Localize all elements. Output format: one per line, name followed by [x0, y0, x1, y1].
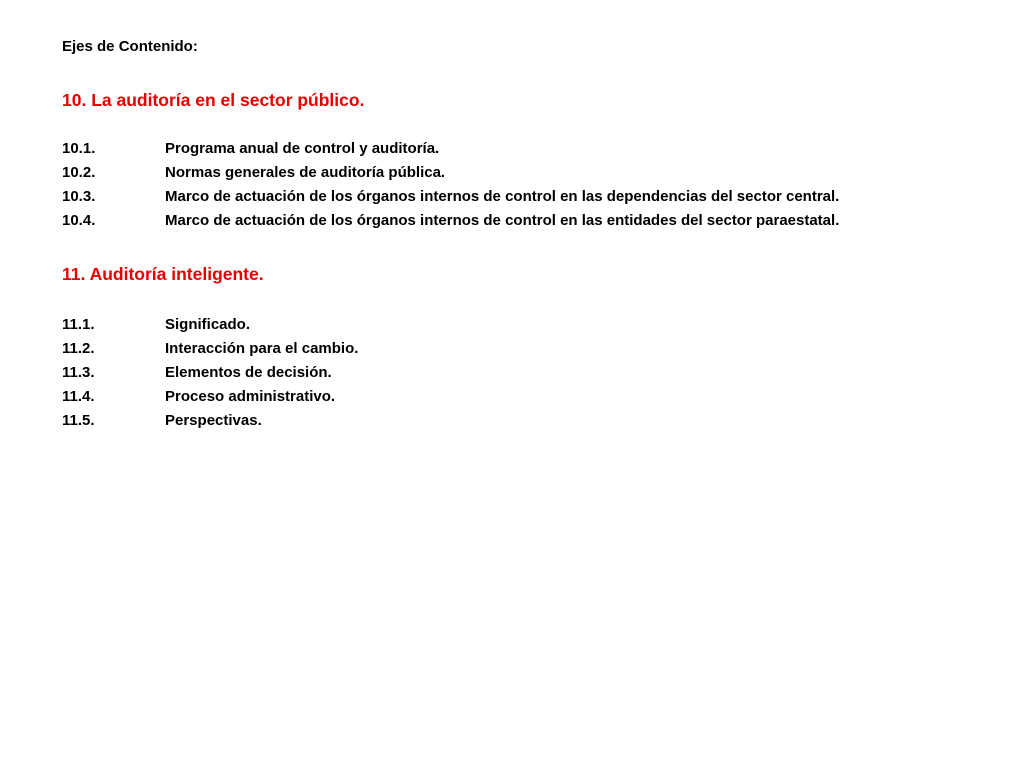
item-number: 10.2.: [62, 164, 96, 181]
item-text: Normas generales de auditoría pública.: [165, 164, 446, 181]
item-text: Interacción para el cambio.: [165, 340, 359, 357]
item-text: Marco de actuación de los órganos internos de control en las entidades del sector paraestatal.: [165, 212, 840, 229]
list-item: [62, 313, 1002, 337]
list-item: [62, 209, 1002, 233]
list-item: [62, 161, 1002, 185]
list-item: [62, 185, 1002, 209]
page-title: Ejes de Contenido:: [62, 38, 198, 55]
item-text: Programa anual de control y auditoría.: [165, 140, 440, 157]
item-text: Significado.: [165, 316, 251, 333]
item-text: Proceso administrativo.: [165, 388, 336, 405]
content-slide: [62, 36, 1002, 433]
section-heading-10: 10. La auditoría en el sector público.: [62, 90, 365, 110]
item-number: 11.1.: [62, 316, 95, 333]
item-number: 11.5.: [62, 412, 95, 429]
section-list-10: [62, 137, 1002, 233]
item-number: 10.4.: [62, 212, 96, 229]
item-text: Elementos de decisión.: [165, 364, 332, 381]
list-item: [62, 385, 1002, 409]
list-item: [62, 409, 1002, 433]
item-text: Perspectivas.: [165, 412, 262, 429]
item-number: 10.1.: [62, 140, 96, 157]
item-number: 11.4.: [62, 388, 95, 405]
item-number: 11.2.: [62, 340, 95, 357]
item-number: 11.3.: [62, 364, 95, 381]
list-item: [62, 337, 1002, 361]
item-number: 10.3.: [62, 188, 96, 205]
list-item: [62, 361, 1002, 385]
list-item: [62, 137, 1002, 161]
item-text: Marco de actuación de los órganos internos de control en las dependencias del sector central.: [165, 188, 840, 205]
section-heading-11: 11. Auditoría inteligente.: [62, 264, 264, 284]
section-list-11: [62, 313, 1002, 433]
